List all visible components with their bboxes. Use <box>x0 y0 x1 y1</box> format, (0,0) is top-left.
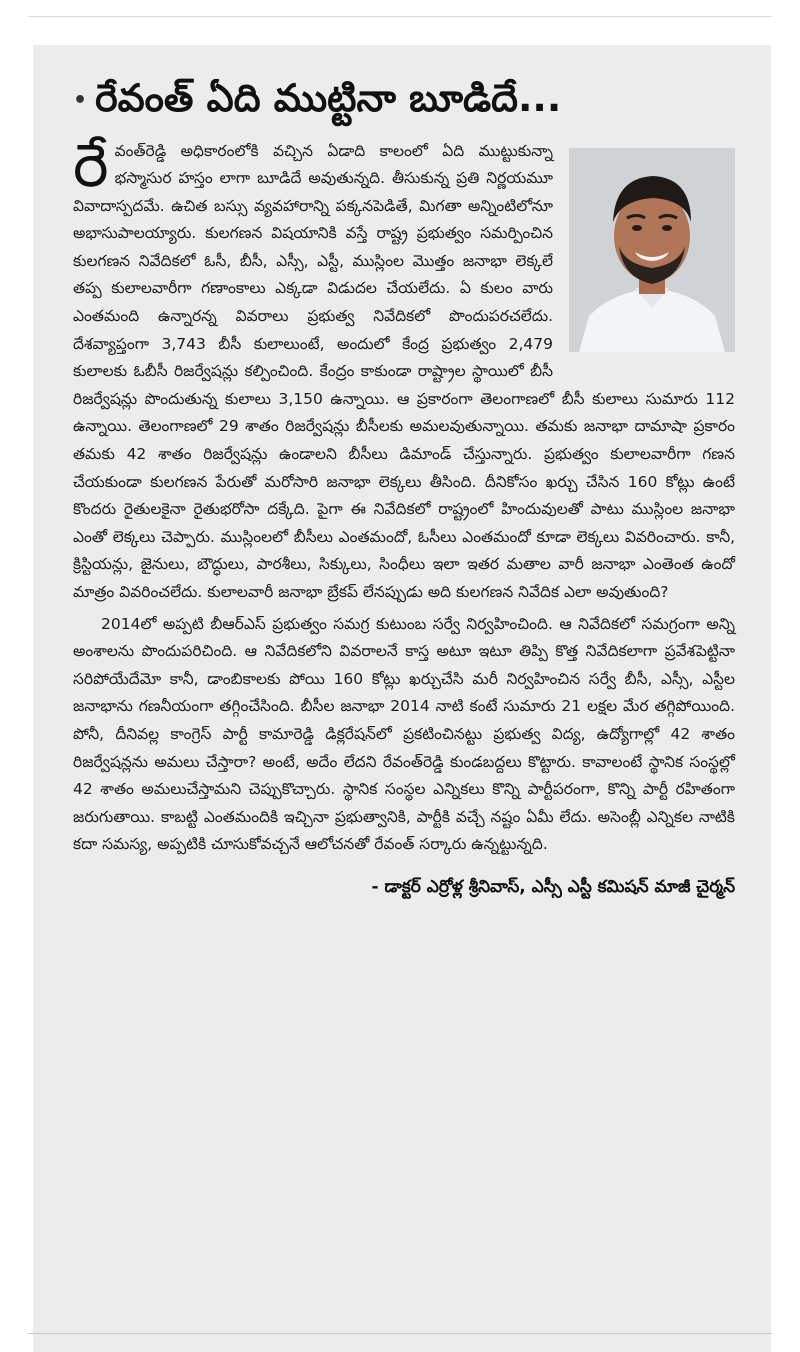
headline-bullet: • <box>73 87 88 113</box>
drop-cap: రే <box>73 130 109 201</box>
author-photo <box>569 148 735 352</box>
article-clipping <box>33 45 771 1352</box>
article-headline <box>73 75 735 124</box>
author-portrait-illustration <box>569 148 735 352</box>
bottom-divider <box>28 1333 772 1334</box>
top-divider <box>28 16 772 17</box>
headline-text: రేవంత్ ఏది ముట్టినా బూడిదే... <box>95 76 562 120</box>
paragraph-2: 2014లో అప్పటి బీఆర్‌ఎస్ ప్రభుత్వం సమగ్ర కుటుంబ సర్వే నిర్వహించింది. ఆ నివేదికలో సమగ్రంగా అన్ని అంశాలను పొందుపరిచింది. ఆ నివేదికలోని వివరాలనే కాస్త అటూ ఇటూ తిప్పి కొత్త నివేదికలాగా ప్రవేశపెట్టినా సరిపోయేదేమో కానీ, డాంబికాలకు పోయి 160 కోట్లు ఖర్చుచేసి మరీ నిర్వహించిన సర్వే బీసీ, ఎస్సీ, ఎస్టీల జనాభాను గణనీయంగా తగ్గించేసింది. బీసీల జనాభా 2014 నాటి కంటే సుమారు 21 లక్షల మేర తగ్గిపోయింది. పోనీ, దీనివల్ల కాంగ్రెస్ పార్టీ కామారెడ్డి డిక్లరేషన్‌లో ప్రకటించినట్టు ప్రభుత్వ విద్య, ఉద్యోగాల్లో 42 శాతం రిజర్వేషన్లను అమలు చేస్తారా? అంటే, అదేం లేదని రేవంత్‌రెడ్డి కుండబద్దలు కొట్టారు. కావాలంటే స్థానిక సంస్థల్లో 42 శాతం అమలుచేస్తామని చెప్పుకొచ్చారు. స్థానిక సంస్థల ఎన్నికలు కొన్ని పార్టీపరంగా, కొన్ని పార్టీ రహితంగా జరుగుతాయి. కాబట్టి ఎంతమందికి ఇచ్చినా ప్రభుత్వానికి, పార్టీకి వచ్చే నష్టం ఏమీ లేదు. అసెంబ్లీ ఎన్నికల నాటికి కదా సమస్య, అప్పటికి చూసుకోవచ్చనే ఆలోచనతో రేవంత్ సర్కారు ఉన్నట్టున్నది. <box>73 614 735 854</box>
paragraph-1-text: వంత్‌రెడ్డి అధికారంలోకి వచ్చిన ఏడాది కాలంలో ఏది ముట్టుకున్నా భస్మాసుర హస్తం లాగా బూడిదే అవుతున్నది. తీసుకున్న ప్రతి నిర్ణయమూ వివాదాస్పదమే. ఉచిత బస్సు వ్యవహారాన్ని పక్కనపెడితే, మిగతా అన్నింటిలోనూ అభాసుపాలయ్యారు. కులగణన విషయానికి వస్తే రాష్ట్ర ప్రభుత్వం సమర్పించిన కులగణన నివేదికలో ఓసీ, బీసీ, ఎస్సీ, ఎస్టీ, ముస్లింల మొత్తం జనాభా లెక్కలే తప్ప కులాలవారీగా గణాంకాలు ఎక్కడా విడుదల చేయలేదు. ఏ కులం వారు ఎంతమంది ఉన్నారన్న వివరాలు ప్రభుత్వ నివేదికలో పొందుపరచలేదు. దేశవ్యాప్తంగా 3,743 బీసీ కులాలుంటే, అందులో కేంద్ర ప్రభుత్వం 2,479 కులాలకు ఓబీసీ రిజర్వేషన్లు కల్పించింది. కేంద్రం కాకుండా రాష్ట్రాల స్థాయిలో బీసీ రిజర్వేషన్లు పొందుతున్న కులాలు 3,150 ఉన్నాయి. ఆ ప్రకారంగా తెలంగాణలో బీసీ కులాలు సుమారు 112 ఉన్నాయి. తెలంగాణలో 29 శాతం రిజర్వేషన్లు బీసీలకు అమలవుతున్నాయి. తమకు జనాభా దామాషా ప్రకారం తమకు 42 శాతం రిజర్వేషన్లు ఉండాలని బీసీలు డిమాండ్ చేస్తున్నారు. ప్రభుత్వం కులాలవారీగా గణన చేయకుండా కులగణన పేరుతో మరోసారి జనాభా లెక్కలు తీసింది. దీనికోసం ఖర్చు చేసిన 160 కోట్లు ఉంటే కొందరు రైతులకైనా రైతుభరోసా దక్కేది. పైగా ఈ నివేదికలో రాష్ట్రంలో హిందువులతో పాటు ముస్లింల జనాభా ఎంతో లెక్కలు చెప్పారు. ముస్లింలలో బీసీలు ఎంతమందో, ఓసీలు ఎంతమందో కూడా లెక్కలు వివరించారు. కానీ, క్రిస్టియన్లు, జైనులు, బౌద్ధులు, పారశీలు, సిక్కులు, సింధీలు ఇలా ఇతర మతాల వారీ జనాభా ఎంతెంత ఉందో మాత్రం వివరించలేదు. కులాలవారీ జనాభా బ్రేకప్ లేనప్పుడు అది కులగణన నివేదిక ఎలా అవుతుంది? <box>73 141 735 601</box>
author-signature: - డాక్టర్ ఎర్రోళ్ల శ్రీనివాస్, ఎస్సీ ఎస్టీ కమిషన్ మాజీ చైర్మన్ <box>371 876 735 897</box>
